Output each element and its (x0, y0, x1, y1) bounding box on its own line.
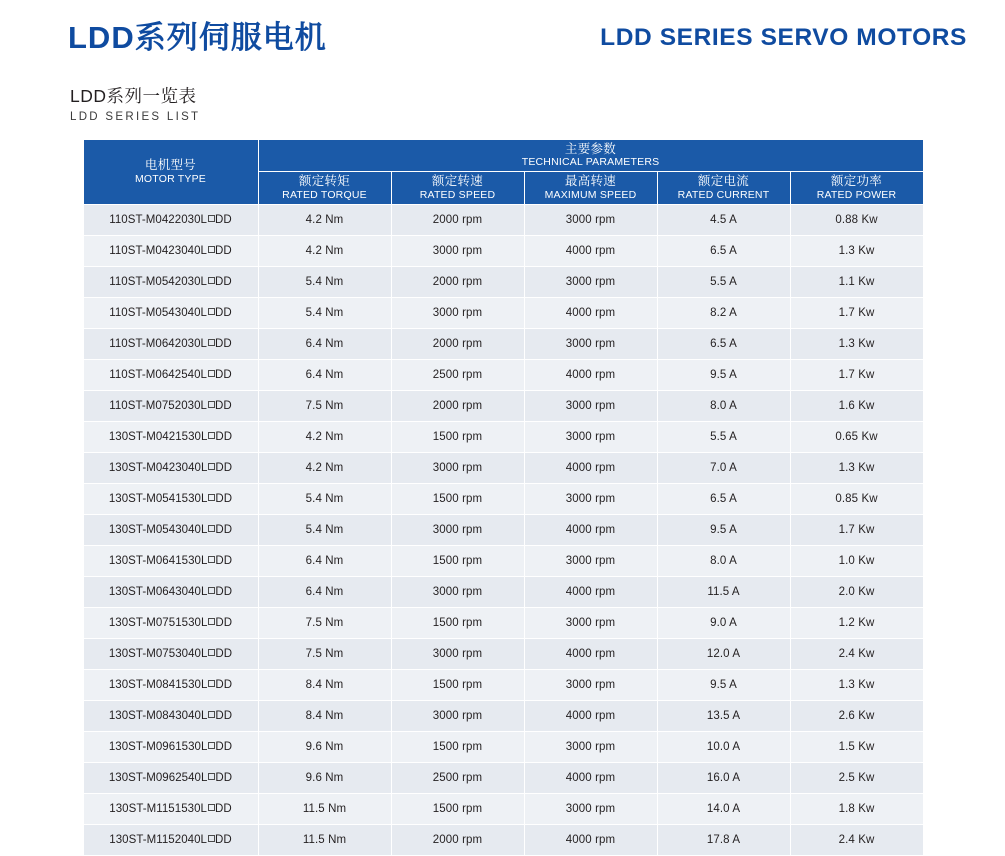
model-suffix: DD (215, 647, 233, 660)
cell-rated-speed: 2000 rpm (391, 266, 524, 297)
table-row (83, 669, 923, 700)
cell-motor-type (83, 483, 258, 514)
cell-motor-type (83, 235, 258, 266)
cell-rated-torque: 5.4 Nm (258, 483, 391, 514)
cell-motor-type (83, 545, 258, 576)
cell-rated-speed: 1500 rpm (391, 483, 524, 514)
model-suffix: DD (215, 709, 233, 722)
cell-rated-speed: 1500 rpm (391, 421, 524, 452)
square-placeholder-icon (208, 401, 215, 408)
model-suffix: DD (215, 492, 233, 505)
model-prefix: 110ST-M0642540L (109, 368, 207, 381)
table-row (83, 638, 923, 669)
cell-motor-type (83, 452, 258, 483)
cell-rated-speed: 2000 rpm (391, 328, 524, 359)
square-placeholder-icon (208, 556, 215, 563)
cell-maximum-speed: 3000 rpm (524, 545, 657, 576)
cell-rated-current: 14.0 A (657, 793, 790, 824)
square-placeholder-icon (208, 494, 215, 501)
cell-rated-current: 9.5 A (657, 359, 790, 390)
table-row (83, 731, 923, 762)
cell-maximum-speed: 3000 rpm (524, 390, 657, 421)
spec-table-wrapper (83, 139, 923, 856)
cell-maximum-speed: 4000 rpm (524, 235, 657, 266)
model-suffix: DD (215, 337, 232, 350)
cell-rated-current: 8.2 A (657, 297, 790, 328)
square-placeholder-icon (208, 804, 215, 811)
cell-rated-power: 1.6 Kw (790, 390, 923, 421)
square-placeholder-icon (208, 339, 215, 346)
cell-rated-power: 1.3 Kw (790, 235, 923, 266)
cell-rated-power: 1.5 Kw (790, 731, 923, 762)
cell-maximum-speed: 4000 rpm (524, 514, 657, 545)
model-prefix: 130ST-M0961530L (108, 740, 208, 753)
table-row (83, 204, 923, 235)
spec-table-body (83, 204, 923, 855)
model-prefix: 130ST-M0643040L (108, 585, 208, 598)
square-placeholder-icon (208, 215, 215, 222)
cell-rated-power: 2.4 Kw (790, 638, 923, 669)
cell-motor-type (83, 576, 258, 607)
cell-maximum-speed: 4000 rpm (524, 297, 657, 328)
model-prefix: 130ST-M1152040L (109, 833, 207, 846)
model-suffix: DD (215, 802, 232, 815)
cell-rated-torque: 7.5 Nm (258, 390, 391, 421)
cell-rated-power: 1.3 Kw (790, 328, 923, 359)
cell-rated-current: 8.0 A (657, 545, 790, 576)
cell-rated-torque: 6.4 Nm (258, 359, 391, 390)
cell-maximum-speed: 4000 rpm (524, 452, 657, 483)
cell-rated-power: 2.4 Kw (790, 824, 923, 855)
cell-motor-type (83, 731, 258, 762)
cell-rated-power: 1.8 Kw (790, 793, 923, 824)
model-prefix: 110ST-M0752030L (109, 399, 207, 412)
section-heading-en: LDD SERIES LIST (70, 110, 201, 123)
cell-rated-speed: 2000 rpm (391, 204, 524, 235)
table-row (83, 328, 923, 359)
cell-rated-speed: 1500 rpm (391, 669, 524, 700)
cell-rated-speed: 2000 rpm (391, 824, 524, 855)
cell-rated-speed: 3000 rpm (391, 235, 524, 266)
cell-rated-power: 2.0 Kw (790, 576, 923, 607)
model-prefix: 110ST-M0542030L (109, 275, 207, 288)
model-prefix: 110ST-M0422030L (109, 213, 207, 226)
cell-rated-current: 11.5 A (657, 576, 790, 607)
model-suffix: DD (215, 585, 233, 598)
cell-maximum-speed: 3000 rpm (524, 266, 657, 297)
cell-rated-current: 9.0 A (657, 607, 790, 638)
cell-rated-speed: 1500 rpm (391, 545, 524, 576)
cell-rated-torque: 11.5 Nm (258, 793, 391, 824)
cell-rated-power: 1.7 Kw (790, 514, 923, 545)
model-prefix: 130ST-M0962540L (108, 771, 208, 784)
table-row (83, 452, 923, 483)
square-placeholder-icon (208, 463, 215, 470)
cell-rated-power: 0.65 Kw (790, 421, 923, 452)
cell-rated-speed: 1500 rpm (391, 731, 524, 762)
cell-rated-torque: 6.4 Nm (258, 328, 391, 359)
cell-rated-speed: 3000 rpm (391, 452, 524, 483)
cell-rated-torque: 4.2 Nm (258, 235, 391, 266)
spec-table (83, 139, 924, 856)
table-row (83, 545, 923, 576)
table-row (83, 514, 923, 545)
cell-motor-type (83, 390, 258, 421)
cell-rated-power: 2.5 Kw (790, 762, 923, 793)
cell-maximum-speed: 3000 rpm (524, 483, 657, 514)
model-suffix: DD (215, 430, 233, 443)
cell-rated-current: 6.5 A (657, 235, 790, 266)
cell-rated-speed: 3000 rpm (391, 297, 524, 328)
cell-maximum-speed: 3000 rpm (524, 731, 657, 762)
column-header-rated-power: 额定功率 RATED POWER (790, 171, 923, 204)
model-suffix: DD (215, 833, 232, 846)
model-prefix: 130ST-M0751530L (108, 616, 208, 629)
cell-rated-current: 7.0 A (657, 452, 790, 483)
cell-motor-type (83, 297, 258, 328)
cell-rated-speed: 2500 rpm (391, 762, 524, 793)
model-suffix: DD (215, 368, 232, 381)
cell-maximum-speed: 4000 rpm (524, 576, 657, 607)
table-row (83, 762, 923, 793)
cell-rated-current: 16.0 A (657, 762, 790, 793)
cell-rated-current: 12.0 A (657, 638, 790, 669)
cell-maximum-speed: 3000 rpm (524, 328, 657, 359)
table-row (83, 483, 923, 514)
square-placeholder-icon (208, 835, 215, 842)
cell-rated-speed: 3000 rpm (391, 700, 524, 731)
model-prefix: 130ST-M0421530L (108, 430, 208, 443)
square-placeholder-icon (208, 370, 215, 377)
model-prefix: 110ST-M0423040L (109, 244, 207, 257)
table-row (83, 793, 923, 824)
cell-rated-speed: 1500 rpm (391, 793, 524, 824)
cell-motor-type (83, 266, 258, 297)
model-prefix: 130ST-M0753040L (108, 647, 208, 660)
cell-motor-type (83, 359, 258, 390)
cell-rated-torque: 4.2 Nm (258, 204, 391, 235)
cell-motor-type (83, 607, 258, 638)
cell-rated-speed: 3000 rpm (391, 638, 524, 669)
column-group-header-parameters: 主要参数 TECHNICAL PARAMETERS (258, 139, 923, 171)
table-row (83, 607, 923, 638)
square-placeholder-icon (208, 711, 215, 718)
cell-motor-type (83, 204, 258, 235)
table-row (83, 235, 923, 266)
cell-motor-type (83, 762, 258, 793)
table-row (83, 390, 923, 421)
cell-rated-torque: 8.4 Nm (258, 700, 391, 731)
square-placeholder-icon (208, 246, 215, 253)
table-row (83, 421, 923, 452)
column-header-rated-torque: 额定转矩 RATED TORQUE (258, 171, 391, 204)
cell-rated-speed: 2000 rpm (391, 390, 524, 421)
column-header-rated-speed: 额定转速 RATED SPEED (391, 171, 524, 204)
cell-rated-speed: 1500 rpm (391, 607, 524, 638)
column-header-rated-current: 额定电流 RATED CURRENT (657, 171, 790, 204)
cell-rated-torque: 4.2 Nm (258, 452, 391, 483)
model-prefix: 130ST-M0423040L (108, 461, 208, 474)
square-placeholder-icon (208, 525, 215, 532)
cell-maximum-speed: 4000 rpm (524, 762, 657, 793)
model-prefix: 130ST-M0541530L (108, 492, 208, 505)
model-suffix: DD (215, 275, 232, 288)
cell-rated-torque: 9.6 Nm (258, 731, 391, 762)
model-prefix: 110ST-M0543040L (109, 306, 207, 319)
column-header-motor-type: 电机型号 MOTOR TYPE (83, 139, 258, 204)
cell-rated-current: 6.5 A (657, 483, 790, 514)
spec-table-header (83, 139, 923, 204)
cell-rated-torque: 5.4 Nm (258, 514, 391, 545)
model-suffix: DD (215, 740, 233, 753)
cell-rated-current: 10.0 A (657, 731, 790, 762)
cell-rated-current: 5.5 A (657, 266, 790, 297)
model-suffix: DD (215, 461, 233, 474)
cell-rated-current: 9.5 A (657, 514, 790, 545)
square-placeholder-icon (208, 432, 215, 439)
cell-rated-power: 1.1 Kw (790, 266, 923, 297)
cell-motor-type (83, 421, 258, 452)
square-placeholder-icon (208, 680, 215, 687)
table-row (83, 824, 923, 855)
cell-rated-torque: 6.4 Nm (258, 576, 391, 607)
cell-maximum-speed: 3000 rpm (524, 669, 657, 700)
model-suffix: DD (215, 306, 232, 319)
cell-maximum-speed: 4000 rpm (524, 824, 657, 855)
model-suffix: DD (215, 399, 232, 412)
cell-rated-torque: 6.4 Nm (258, 545, 391, 576)
cell-rated-torque: 7.5 Nm (258, 638, 391, 669)
cell-maximum-speed: 3000 rpm (524, 607, 657, 638)
section-heading (0, 86, 1005, 123)
model-suffix: DD (215, 771, 233, 784)
cell-motor-type (83, 700, 258, 731)
table-row (83, 576, 923, 607)
cell-rated-speed: 2500 rpm (391, 359, 524, 390)
cell-rated-power: 1.7 Kw (790, 359, 923, 390)
model-suffix: DD (215, 616, 233, 629)
cell-rated-current: 6.5 A (657, 328, 790, 359)
cell-rated-current: 8.0 A (657, 390, 790, 421)
cell-rated-current: 9.5 A (657, 669, 790, 700)
cell-rated-torque: 4.2 Nm (258, 421, 391, 452)
cell-rated-current: 13.5 A (657, 700, 790, 731)
cell-rated-power: 1.2 Kw (790, 607, 923, 638)
page-title-english: LDD SERIES SERVO MOTORS (600, 24, 967, 51)
square-placeholder-icon (208, 742, 215, 749)
square-placeholder-icon (208, 649, 215, 656)
cell-rated-power: 1.3 Kw (790, 669, 923, 700)
square-placeholder-icon (208, 587, 215, 594)
page-header (0, 0, 1005, 72)
cell-rated-torque: 11.5 Nm (258, 824, 391, 855)
cell-motor-type (83, 328, 258, 359)
cell-motor-type (83, 638, 258, 669)
column-header-maximum-speed: 最高转速 MAXIMUM SPEED (524, 171, 657, 204)
cell-rated-power: 0.88 Kw (790, 204, 923, 235)
model-prefix: 110ST-M0642030L (109, 337, 207, 350)
cell-rated-torque: 7.5 Nm (258, 607, 391, 638)
cell-rated-power: 1.0 Kw (790, 545, 923, 576)
table-row (83, 700, 923, 731)
model-prefix: 130ST-M0543040L (108, 523, 208, 536)
cell-motor-type (83, 514, 258, 545)
cell-rated-power: 1.7 Kw (790, 297, 923, 328)
cell-rated-current: 4.5 A (657, 204, 790, 235)
model-suffix: DD (215, 244, 232, 257)
cell-maximum-speed: 3000 rpm (524, 421, 657, 452)
cell-rated-power: 0.85 Kw (790, 483, 923, 514)
model-suffix: DD (215, 213, 232, 226)
model-prefix: 130ST-M1151530L (109, 802, 207, 815)
table-row (83, 297, 923, 328)
cell-rated-speed: 3000 rpm (391, 514, 524, 545)
cell-rated-speed: 3000 rpm (391, 576, 524, 607)
model-suffix: DD (215, 554, 233, 567)
cell-motor-type (83, 824, 258, 855)
square-placeholder-icon (208, 277, 215, 284)
cell-maximum-speed: 3000 rpm (524, 793, 657, 824)
cell-rated-power: 2.6 Kw (790, 700, 923, 731)
section-heading-cn: LDD系列一览表 (70, 86, 197, 106)
cell-rated-torque: 8.4 Nm (258, 669, 391, 700)
cell-motor-type (83, 669, 258, 700)
cell-rated-current: 17.8 A (657, 824, 790, 855)
table-row (83, 266, 923, 297)
square-placeholder-icon (208, 773, 215, 780)
table-row (83, 359, 923, 390)
cell-rated-torque: 5.4 Nm (258, 297, 391, 328)
model-prefix: 130ST-M0843040L (108, 709, 208, 722)
cell-rated-torque: 9.6 Nm (258, 762, 391, 793)
model-suffix: DD (215, 678, 233, 691)
model-prefix: 130ST-M0641530L (108, 554, 208, 567)
model-suffix: DD (215, 523, 233, 536)
cell-rated-power: 1.3 Kw (790, 452, 923, 483)
square-placeholder-icon (208, 308, 215, 315)
square-placeholder-icon (208, 618, 215, 625)
cell-maximum-speed: 4000 rpm (524, 638, 657, 669)
cell-maximum-speed: 4000 rpm (524, 700, 657, 731)
model-prefix: 130ST-M0841530L (108, 678, 208, 691)
cell-rated-current: 5.5 A (657, 421, 790, 452)
cell-motor-type (83, 793, 258, 824)
page-title: LDD系列伺服电机 (68, 20, 327, 55)
cell-maximum-speed: 3000 rpm (524, 204, 657, 235)
cell-maximum-speed: 4000 rpm (524, 359, 657, 390)
cell-rated-torque: 5.4 Nm (258, 266, 391, 297)
